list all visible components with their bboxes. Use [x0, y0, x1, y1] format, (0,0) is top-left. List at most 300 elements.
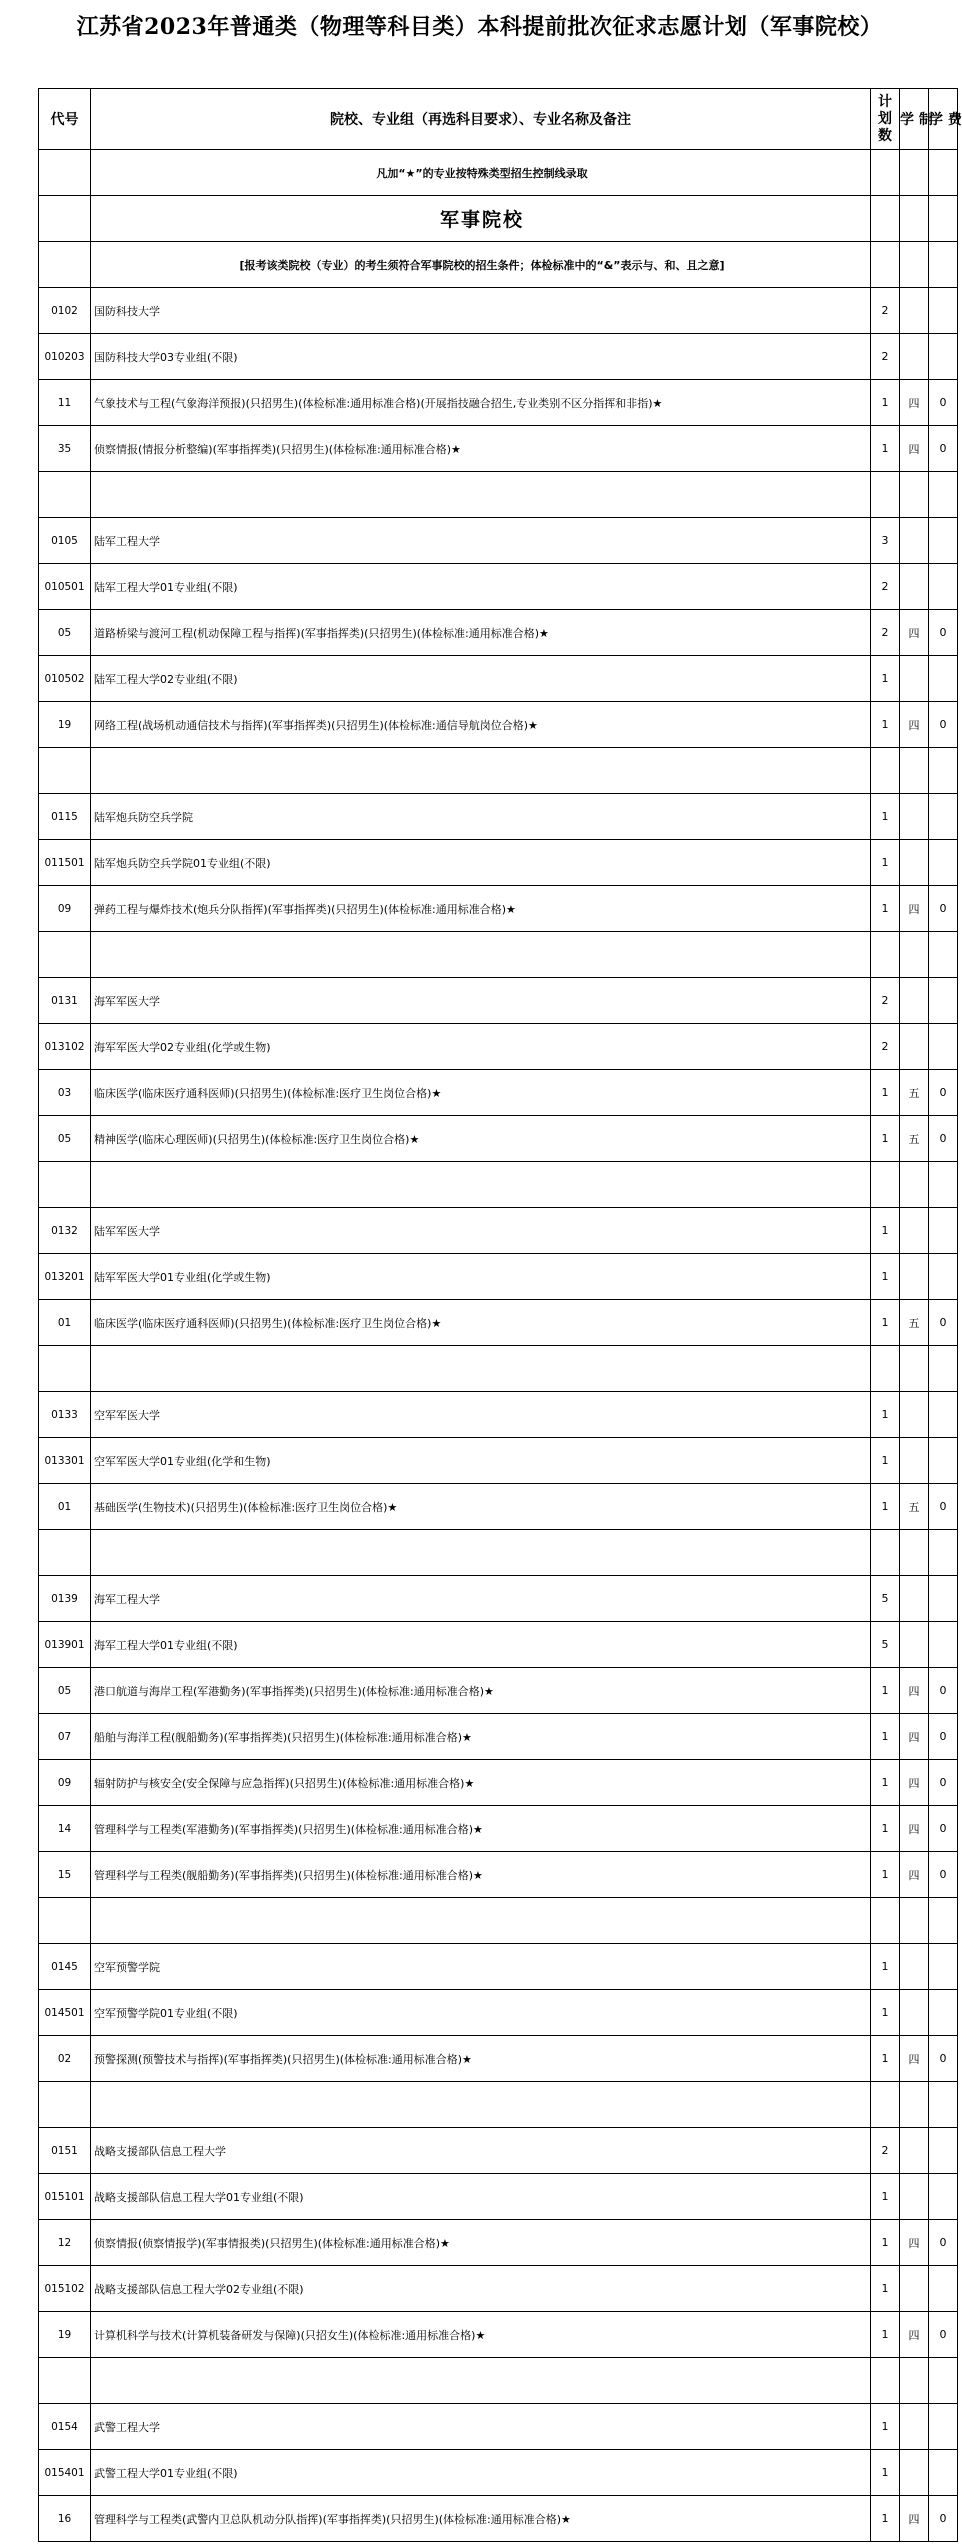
header-plan-char: 计: [878, 93, 892, 110]
name-cell: 临床医学(临床医疗通科医师)(只招男生)(体检标准:医疗卫生岗位合格)★: [91, 1300, 871, 1346]
name-cell: 网络工程(战场机动通信技术与指挥)(军事指挥类)(只招男生)(体检标准:通信导航岗位合格)★: [91, 702, 871, 748]
years-cell: [900, 2266, 929, 2312]
code-cell: 010203: [39, 334, 91, 380]
fee-cell: [929, 518, 958, 564]
empty-cell: [871, 472, 900, 518]
table-row: [39, 794, 958, 840]
code-cell: 010501: [39, 564, 91, 610]
empty-cell: [900, 2358, 929, 2404]
header-fee: 学 费: [929, 89, 958, 150]
name-cell: 武警工程大学01专业组(不限): [91, 2450, 871, 2496]
empty-cell: [91, 1530, 871, 1576]
spacer-row: [39, 2358, 958, 2404]
name-cell: 侦察情报(侦察情报学)(军事情报类)(只招男生)(体检标准:通用标准合格)★: [91, 2220, 871, 2266]
plan-cell: 1: [871, 1116, 900, 1162]
name-cell: 计算机科学与技术(计算机装备研发与保障)(只招女生)(体检标准:通用标准合格)★: [91, 2312, 871, 2358]
plan-cell: 1: [871, 840, 900, 886]
table-row: [39, 288, 958, 334]
code-cell: 0133: [39, 1392, 91, 1438]
fee-cell: [929, 1024, 958, 1070]
plan-cell: 2: [871, 564, 900, 610]
years-cell: 四: [900, 886, 929, 932]
name-cell: 管理科学与工程类(武警内卫总队机动分队指挥)(军事指挥类)(只招男生)(体检标准:通用标准合格)★: [91, 2496, 871, 2542]
fee-cell: 0: [929, 1300, 958, 1346]
table-row: [39, 1622, 958, 1668]
table-row: [39, 1208, 958, 1254]
code-cell: 013201: [39, 1254, 91, 1300]
years-cell: [900, 1622, 929, 1668]
fee-cell: 0: [929, 1668, 958, 1714]
plan-cell: 1: [871, 2404, 900, 2450]
plan-cell: 1: [871, 2174, 900, 2220]
code-cell: 14: [39, 1806, 91, 1852]
table-row: [39, 1760, 958, 1806]
document-title: 江苏省2023年普通类（物理等科目类）本科提前批次征求志愿计划（军事院校）: [76, 14, 883, 40]
table-row: [39, 2312, 958, 2358]
name-cell: 国防科技大学03专业组(不限): [91, 334, 871, 380]
code-cell: 013301: [39, 1438, 91, 1484]
name-cell: 临床医学(临床医疗通科医师)(只招男生)(体检标准:医疗卫生岗位合格)★: [91, 1070, 871, 1116]
table-row: [39, 1116, 958, 1162]
years-cell: [900, 1944, 929, 1990]
plan-cell: 1: [871, 886, 900, 932]
plan-cell: 5: [871, 1576, 900, 1622]
code-cell: 01: [39, 1484, 91, 1530]
plan-cell: 2: [871, 334, 900, 380]
empty-cell: [91, 748, 871, 794]
code-cell: 010502: [39, 656, 91, 702]
code-cell: 015401: [39, 2450, 91, 2496]
empty-cell: [900, 748, 929, 794]
years-cell: 四: [900, 702, 929, 748]
fee-cell: 0: [929, 1852, 958, 1898]
table-header-row: [39, 89, 958, 150]
star-note-row: [39, 150, 958, 196]
empty-cell: [39, 932, 91, 978]
years-cell: 四: [900, 426, 929, 472]
fee-cell: 0: [929, 1806, 958, 1852]
spacer-row: [39, 1346, 958, 1392]
code-cell: 07: [39, 1714, 91, 1760]
spacer-row: [39, 472, 958, 518]
fee-cell: 0: [929, 2220, 958, 2266]
table-row: [39, 1576, 958, 1622]
plan-cell: 1: [871, 1760, 900, 1806]
empty-cell: [39, 1346, 91, 1392]
empty-cell: [39, 472, 91, 518]
empty-cell: [39, 1530, 91, 1576]
fee-cell: 0: [929, 886, 958, 932]
name-cell: 空军军医大学01专业组(化学和生物): [91, 1438, 871, 1484]
spacer-row: [39, 932, 958, 978]
fee-cell: [929, 2128, 958, 2174]
years-cell: 四: [900, 1714, 929, 1760]
empty-cell: [929, 2082, 958, 2128]
code-cell: 0115: [39, 794, 91, 840]
plan-cell: 2: [871, 2128, 900, 2174]
table-row: [39, 1254, 958, 1300]
table-row: [39, 1070, 958, 1116]
plan-cell: 1: [871, 1668, 900, 1714]
plan-cell: 1: [871, 1392, 900, 1438]
plan-cell: 1: [871, 2312, 900, 2358]
fee-cell: [929, 2266, 958, 2312]
years-cell: 四: [900, 2312, 929, 2358]
empty-cell: [929, 1898, 958, 1944]
spacer-row: [39, 1898, 958, 1944]
plan-cell: 1: [871, 2036, 900, 2082]
years-cell: [900, 1208, 929, 1254]
table-row: [39, 1392, 958, 1438]
name-cell: 管理科学与工程类(军港勤务)(军事指挥类)(只招男生)(体检标准:通用标准合格)★: [91, 1806, 871, 1852]
plan-cell: 1: [871, 1990, 900, 2036]
code-cell: 03: [39, 1070, 91, 1116]
years-cell: [900, 1254, 929, 1300]
years-cell: 四: [900, 2036, 929, 2082]
years-cell: 五: [900, 1116, 929, 1162]
table-row: [39, 334, 958, 380]
empty-cell: [929, 1346, 958, 1392]
empty-cell: [900, 1530, 929, 1576]
empty-cell: [871, 1162, 900, 1208]
fee-cell: [929, 1944, 958, 1990]
years-cell: [900, 2404, 929, 2450]
table-row: [39, 702, 958, 748]
years-cell: [900, 1024, 929, 1070]
empty-cell: [871, 1346, 900, 1392]
empty-cell: [900, 1162, 929, 1208]
fee-cell: [929, 288, 958, 334]
plan-cell: 1: [871, 1484, 900, 1530]
empty-cell: [929, 748, 958, 794]
admission-plan-table: [38, 88, 962, 2542]
years-cell: [900, 1438, 929, 1484]
plan-cell: 5: [871, 1622, 900, 1668]
fee-cell: 0: [929, 2312, 958, 2358]
years-cell: [900, 288, 929, 334]
years-cell: 五: [900, 1484, 929, 1530]
empty-cell: [900, 472, 929, 518]
code-cell: 0139: [39, 1576, 91, 1622]
empty-cell: [871, 2358, 900, 2404]
fee-cell: 0: [929, 1484, 958, 1530]
code-cell: 09: [39, 886, 91, 932]
code-cell: 11: [39, 380, 91, 426]
plan-cell: 1: [871, 1438, 900, 1484]
fee-cell: [929, 1438, 958, 1484]
empty-cell: [91, 1162, 871, 1208]
years-cell: 四: [900, 1852, 929, 1898]
table-row: [39, 1484, 958, 1530]
table-row: [39, 1806, 958, 1852]
code-cell: 0131: [39, 978, 91, 1024]
fee-cell: [929, 978, 958, 1024]
code-cell: 05: [39, 1668, 91, 1714]
header-name: 院校、专业组（再选科目要求）、专业名称及备注: [91, 89, 871, 150]
header-plan-char: 划: [878, 110, 892, 127]
fee-cell: 0: [929, 2036, 958, 2082]
fee-cell: 0: [929, 1760, 958, 1806]
plan-cell: 2: [871, 288, 900, 334]
name-cell: 空军预警学院01专业组(不限): [91, 1990, 871, 2036]
name-cell: 侦察情报(情报分析整编)(军事指挥类)(只招男生)(体检标准:通用标准合格)★: [91, 426, 871, 472]
table-row: [39, 1438, 958, 1484]
table-row: [39, 886, 958, 932]
code-cell: 015102: [39, 2266, 91, 2312]
table-row: [39, 2266, 958, 2312]
empty-cell: [871, 1898, 900, 1944]
years-cell: 四: [900, 380, 929, 426]
plan-cell: 1: [871, 1806, 900, 1852]
plan-cell: 1: [871, 2266, 900, 2312]
code-cell: 02: [39, 2036, 91, 2082]
years-cell: [900, 564, 929, 610]
table-row: [39, 518, 958, 564]
empty-cell: [871, 748, 900, 794]
table-row: [39, 426, 958, 472]
years-cell: 四: [900, 1668, 929, 1714]
years-cell: [900, 840, 929, 886]
name-cell: 海军军医大学: [91, 978, 871, 1024]
empty-cell: [871, 1530, 900, 1576]
name-cell: 预警探测(预警技术与指挥)(军事指挥类)(只招男生)(体检标准:通用标准合格)★: [91, 2036, 871, 2082]
fee-cell: [929, 794, 958, 840]
table-row: [39, 840, 958, 886]
fee-cell: [929, 2174, 958, 2220]
fee-cell: [929, 840, 958, 886]
section-title-row: [39, 196, 958, 242]
fee-cell: 0: [929, 610, 958, 656]
fee-cell: [929, 1254, 958, 1300]
fee-cell: [929, 1576, 958, 1622]
empty-cell: [900, 1898, 929, 1944]
years-cell: [900, 1576, 929, 1622]
code-cell: 0151: [39, 2128, 91, 2174]
name-cell: 气象技术与工程(气象海洋预报)(只招男生)(体检标准:通用标准合格)(开展指技融合招生,专业类别不区分指挥和非指)★: [91, 380, 871, 426]
empty-cell: [929, 1162, 958, 1208]
fee-cell: [929, 564, 958, 610]
years-cell: [900, 518, 929, 564]
spacer-row: [39, 2082, 958, 2128]
fee-cell: [929, 656, 958, 702]
plan-cell: 1: [871, 794, 900, 840]
empty-cell: [900, 1346, 929, 1392]
plan-cell: 1: [871, 2496, 900, 2542]
empty-cell: [39, 748, 91, 794]
code-cell: 013102: [39, 1024, 91, 1070]
table-row: [39, 610, 958, 656]
empty-cell: [929, 932, 958, 978]
plan-cell: 1: [871, 1208, 900, 1254]
code-cell: 0102: [39, 288, 91, 334]
code-cell: 05: [39, 610, 91, 656]
years-cell: [900, 2174, 929, 2220]
fee-cell: 0: [929, 702, 958, 748]
plan-cell: 1: [871, 1254, 900, 1300]
table-row: [39, 380, 958, 426]
name-cell: 陆军炮兵防空兵学院01专业组(不限): [91, 840, 871, 886]
empty-cell: [91, 472, 871, 518]
table-row: [39, 1852, 958, 1898]
name-cell: 海军工程大学: [91, 1576, 871, 1622]
empty-cell: [91, 2358, 871, 2404]
plan-cell: 1: [871, 380, 900, 426]
table-row: [39, 2450, 958, 2496]
plan-cell: 1: [871, 2450, 900, 2496]
table-row: [39, 2036, 958, 2082]
table-row: [39, 1990, 958, 2036]
code-cell: 011501: [39, 840, 91, 886]
empty-cell: [900, 2082, 929, 2128]
name-cell: 战略支援部队信息工程大学: [91, 2128, 871, 2174]
name-cell: 陆军军医大学01专业组(化学或生物): [91, 1254, 871, 1300]
years-cell: 四: [900, 610, 929, 656]
table-row: [39, 1668, 958, 1714]
years-cell: [900, 2450, 929, 2496]
years-cell: [900, 1990, 929, 2036]
spacer-row: [39, 1162, 958, 1208]
years-cell: [900, 2128, 929, 2174]
empty-cell: [39, 1162, 91, 1208]
plan-cell: 2: [871, 978, 900, 1024]
fee-cell: [929, 2404, 958, 2450]
star-note: 凡加“★”的专业按特殊类型招生控制线录取: [91, 150, 871, 196]
name-cell: 陆军工程大学: [91, 518, 871, 564]
fee-cell: [929, 334, 958, 380]
fee-cell: 0: [929, 2496, 958, 2542]
empty-cell: [91, 2082, 871, 2128]
code-cell: 35: [39, 426, 91, 472]
empty-cell: [929, 2358, 958, 2404]
code-cell: 014501: [39, 1990, 91, 2036]
name-cell: 弹药工程与爆炸技术(炮兵分队指挥)(军事指挥类)(只招男生)(体检标准:通用标准合格)★: [91, 886, 871, 932]
code-cell: 19: [39, 702, 91, 748]
name-cell: 海军工程大学01专业组(不限): [91, 1622, 871, 1668]
years-cell: [900, 794, 929, 840]
code-cell: 15: [39, 1852, 91, 1898]
years-cell: [900, 1392, 929, 1438]
code-cell: 05: [39, 1116, 91, 1162]
empty-cell: [91, 932, 871, 978]
plan-cell: 1: [871, 1070, 900, 1116]
name-cell: 武警工程大学: [91, 2404, 871, 2450]
name-cell: 船舶与海洋工程(舰船勤务)(军事指挥类)(只招男生)(体检标准:通用标准合格)★: [91, 1714, 871, 1760]
name-cell: 战略支援部队信息工程大学02专业组(不限): [91, 2266, 871, 2312]
empty-cell: [91, 1898, 871, 1944]
name-cell: 陆军炮兵防空兵学院: [91, 794, 871, 840]
code-cell: 0154: [39, 2404, 91, 2450]
table-row: [39, 2174, 958, 2220]
header-plan: [871, 89, 900, 150]
empty-cell: [39, 2358, 91, 2404]
code-cell: 12: [39, 2220, 91, 2266]
code-cell: 19: [39, 2312, 91, 2358]
code-cell: 013901: [39, 1622, 91, 1668]
table-row: [39, 1024, 958, 1070]
plan-cell: 1: [871, 426, 900, 472]
name-cell: 港口航道与海岸工程(军港勤务)(军事指挥类)(只招男生)(体检标准:通用标准合格)★: [91, 1668, 871, 1714]
plan-cell: 2: [871, 610, 900, 656]
name-cell: 陆军军医大学: [91, 1208, 871, 1254]
empty-cell: [900, 932, 929, 978]
name-cell: 空军军医大学: [91, 1392, 871, 1438]
years-cell: [900, 334, 929, 380]
name-cell: 辐射防护与核安全(安全保障与应急指挥)(只招男生)(体检标准:通用标准合格)★: [91, 1760, 871, 1806]
table-row: [39, 2496, 958, 2542]
condition-note: [报考该类院校（专业）的考生须符合军事院校的招生条件；体检标准中的“&”表示与、和、且之意]: [91, 242, 871, 288]
years-cell: [900, 656, 929, 702]
name-cell: 空军预警学院: [91, 1944, 871, 1990]
name-cell: 精神医学(临床心理医师)(只招男生)(体检标准:医疗卫生岗位合格)★: [91, 1116, 871, 1162]
plan-cell: 1: [871, 656, 900, 702]
code-cell: 01: [39, 1300, 91, 1346]
table-row: [39, 564, 958, 610]
code-cell: 0132: [39, 1208, 91, 1254]
header-code: 代号: [39, 89, 91, 150]
table-row: [39, 2128, 958, 2174]
empty-cell: [929, 1530, 958, 1576]
condition-note-row: [39, 242, 958, 288]
fee-cell: 0: [929, 426, 958, 472]
name-cell: 陆军工程大学02专业组(不限): [91, 656, 871, 702]
code-cell: 0145: [39, 1944, 91, 1990]
empty-cell: [39, 1898, 91, 1944]
plan-cell: 1: [871, 702, 900, 748]
empty-cell: [929, 472, 958, 518]
empty-cell: [871, 2082, 900, 2128]
spacer-row: [39, 748, 958, 794]
table-row: [39, 2220, 958, 2266]
name-cell: 战略支援部队信息工程大学01专业组(不限): [91, 2174, 871, 2220]
header-years: 学 制: [900, 89, 929, 150]
table-row: [39, 2404, 958, 2450]
fee-cell: 0: [929, 1714, 958, 1760]
code-cell: 0105: [39, 518, 91, 564]
plan-cell: 1: [871, 1852, 900, 1898]
plan-cell: 1: [871, 1300, 900, 1346]
spacer-row: [39, 1530, 958, 1576]
name-cell: 道路桥梁与渡河工程(机动保障工程与指挥)(军事指挥类)(只招男生)(体检标准:通用标准合格)★: [91, 610, 871, 656]
fee-cell: 0: [929, 1070, 958, 1116]
name-cell: 陆军工程大学01专业组(不限): [91, 564, 871, 610]
table-row: [39, 1300, 958, 1346]
plan-cell: 3: [871, 518, 900, 564]
fee-cell: [929, 1990, 958, 2036]
years-cell: 四: [900, 1760, 929, 1806]
years-cell: [900, 978, 929, 1024]
empty-cell: [91, 1346, 871, 1392]
years-cell: 四: [900, 1806, 929, 1852]
header-plan-char: 数: [878, 127, 892, 144]
fee-cell: [929, 1208, 958, 1254]
years-cell: 四: [900, 2220, 929, 2266]
empty-cell: [39, 2082, 91, 2128]
empty-cell: [871, 932, 900, 978]
plan-cell: 1: [871, 2220, 900, 2266]
name-cell: 国防科技大学: [91, 288, 871, 334]
name-cell: 管理科学与工程类(舰船勤务)(军事指挥类)(只招男生)(体检标准:通用标准合格)★: [91, 1852, 871, 1898]
years-cell: 五: [900, 1070, 929, 1116]
years-cell: 五: [900, 1300, 929, 1346]
table-row: [39, 656, 958, 702]
fee-cell: 0: [929, 380, 958, 426]
code-cell: 015101: [39, 2174, 91, 2220]
section-title: 军事院校: [91, 196, 871, 242]
table-row: [39, 1714, 958, 1760]
fee-cell: [929, 1392, 958, 1438]
name-cell: 海军军医大学02专业组(化学或生物): [91, 1024, 871, 1070]
table-row: [39, 1944, 958, 1990]
